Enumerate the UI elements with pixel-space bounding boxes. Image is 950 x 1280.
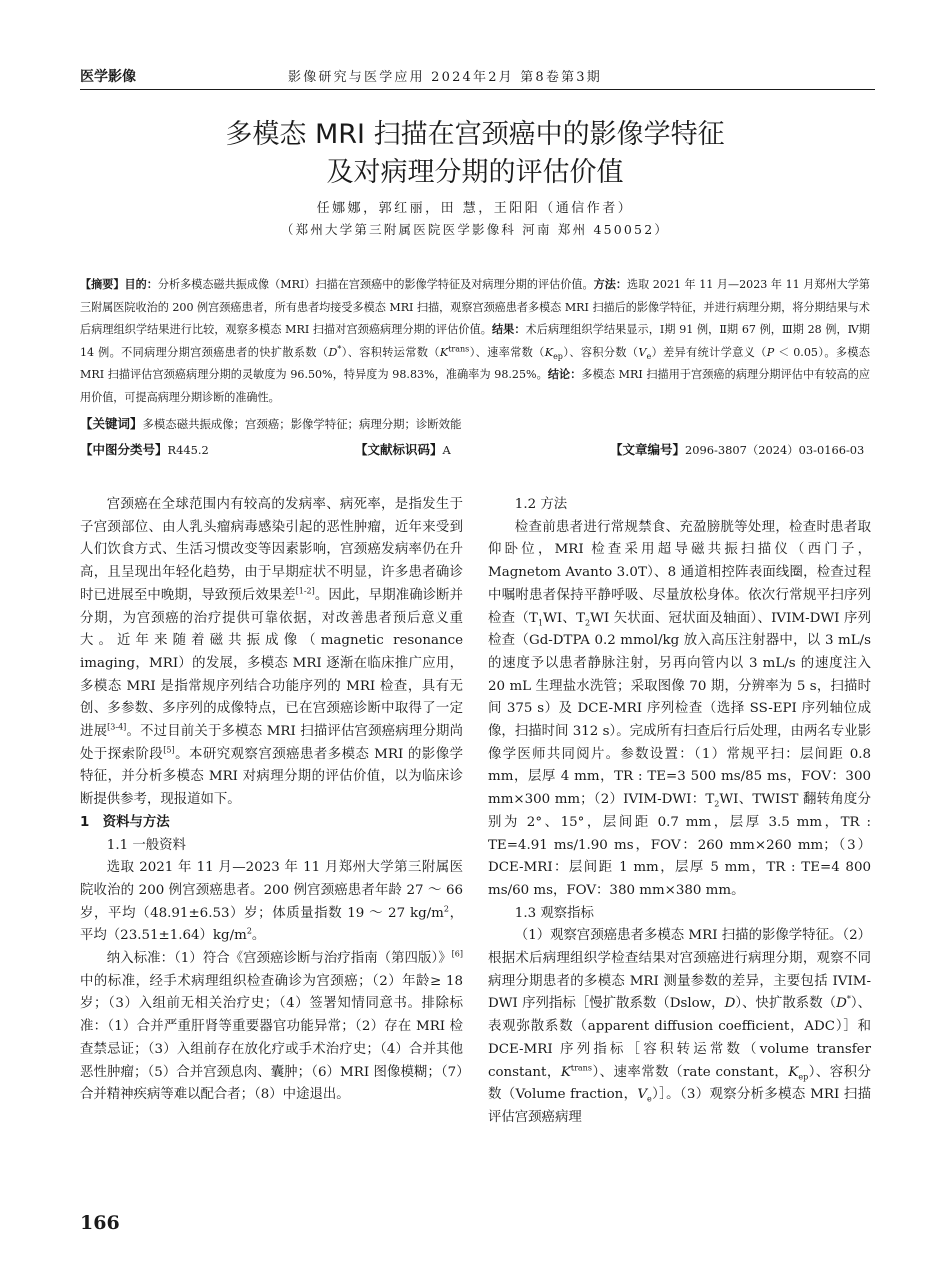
authors: 任娜娜，郭红丽，田 慧，王阳阳（通信作者） — [316, 201, 634, 216]
superscript: * — [846, 995, 851, 1004]
superscript: trans — [570, 1063, 592, 1073]
results-text: ）、容积转运常数（ — [341, 345, 440, 359]
results-text: ）、速率常数（ — [469, 345, 545, 359]
body-text: WI、T — [543, 610, 586, 626]
intro-text: 。因此，早期准确诊断并分期，为宫颈癌的治疗提供可靠依据，对改善患者预后意义重大。近年来随着磁共振成像（magnetic resonance imaging，MRI）的发展，多模态 MRI 逐渐在临床推广应用，多模态 MRI 是指常规序列结合功能序列的 MRI 检查，具有无创、多参数、多序列的成像特点，已在宫颈癌诊断中取得了一定进展 — [80, 587, 464, 740]
body-text: ）、速率常数（rate constant， — [591, 1064, 789, 1080]
superscript: * — [337, 343, 342, 353]
subscript: 2 — [585, 618, 591, 628]
article-title-line1: 多模态 MRI 扫描在宫颈癌中的影像学特征 — [225, 119, 725, 150]
body-text: 选取 2021 年 11 月—2023 年 11 月郑州大学第三附属医院收治的 200 例宫颈癌患者。200 例宫颈癌患者年龄 27 ～ 66 岁，平均（48.91±6.53）岁；体质量指数 19 ～ 27 kg/m — [80, 860, 463, 921]
body-text: （1）观察宫颈癌患者多模态 MRI 扫描的影像学特征。（2）根据术后病理组织学检查结果对宫颈癌进行病理分期，观察不同病理分期患者的多模态 MRI 测量参数的差异，主要包括 IVIM-DWI 序列指标［慢扩散系数（Dslow， — [488, 928, 871, 1012]
symbol-ve: V — [637, 1087, 648, 1103]
symbol-k: K — [439, 345, 449, 359]
symbol-ve: V — [638, 345, 647, 359]
body-text: ）、容积分数（Volume fraction， — [488, 1064, 871, 1103]
body-text: ）］。（3）观察分析多模态 MRI 扫描评估宫颈癌病理 — [488, 1087, 871, 1125]
symbol-p: P — [766, 345, 775, 359]
body-text: 。 — [251, 928, 266, 944]
subscript: ep — [553, 351, 563, 361]
body-text: WI 矢状面、冠状面及轴面）、IVIM-DWI 序列检查（Gd-DTPA 0.2 mmol/kg 放入高压注射器中，以 3 mL/s 的速度予以患者静脉注射，另再向管内以 3 mL/s 的速度注入 20 mL 生理盐水洗管；采取图像 70 期，分辨率为 5 s，扫描时间 375 s）及 DCE-MRI 序列检查（选择 SS-EPI 序列轴位成像，扫描时间 312 s）。完成所有扫查后行后处理，由两名专业影像学医师共同阅片。参数设置：（1）常规平扫：层间距 0.8 mm，层厚 4 mm，TR : TE=3 500 ms/85 ms，FOV：300 mm×300 mm；（2）IVIM-DWI：T — [488, 610, 872, 808]
section-heading: 1 资料与方法 — [80, 814, 170, 830]
intro-text: 宫颈癌在全球范围内有较高的发病率、病死率，是指发生于子宫颈部位、由人乳头瘤病毒感染引起的恶性肿瘤，近年来受到人们饮食方式、生活习惯改变等因素影响，宫颈癌发病率仍在升高，且呈现出年轻化趋势，由于早期症状不明显，许多患者确诊时已进展至中晚期，导致预后效果差 — [80, 497, 463, 603]
abstract-label: 【摘要】 — [80, 278, 125, 291]
clc-number — [80, 440, 209, 458]
body-text: 中的标准，经手术病理组织检查确诊为宫颈癌；（2）年龄≥ 18 岁；（3）入组前无相关治疗史；（4）签署知情同意书。排除标准：（1）合并严重肝肾等重要器官功能异常；（2）存在 MRI 检查禁忌证；（3）入组前存在放化疗或手术治疗史；（4）合并其他恶性肿瘤；（5）合并宫颈息肉、囊肿；（6）MRI 图像模糊；（7）合并精神疾病等难以配合者；（8）中途退出。 — [80, 973, 463, 1103]
symbol-d: D — [724, 996, 736, 1012]
results-text: 术后病理组织学结果显示，Ⅰ期 91 例，Ⅱ期 67 例，Ⅲ期 28 例，Ⅳ期 14 例。不同病理分期宫颈癌患者的快扩散系数（ — [80, 323, 870, 359]
citation[interactable]: [6] — [451, 949, 463, 959]
subsection-heading: 1.3 观察指标 — [514, 905, 594, 921]
intro-text: 。本研究观察宫颈癌患者多模态 MRI 的影像学特征，并分析多模态 MRI 对病理分期的评估价值，以为临床诊断提供参考，现报道如下。 — [80, 746, 463, 808]
journal-header: 影像研究与医学应用 2024年2月 第8卷第3期 — [288, 70, 602, 85]
symbol-k: K — [560, 1064, 571, 1080]
document-code — [355, 440, 451, 458]
results-text: ）、容积分数（ — [562, 345, 639, 359]
purpose-text: 分析多模态磁共振成像（MRI）扫描在宫颈癌中的影像学特征及对病理分期的评估价值。 — [157, 278, 594, 291]
section-label: 医学影像 — [80, 69, 136, 85]
body-text: ，平均（23.51±1.64）kg/m — [80, 905, 463, 944]
results-text: ）差异有统计学意义（ — [651, 345, 767, 359]
affiliation: （郑州大学第三附属医院医学影像科 河南 郑州 450052） — [280, 222, 670, 237]
abstract — [80, 274, 870, 409]
left-column — [80, 494, 463, 1107]
symbol-kep: K — [788, 1064, 799, 1080]
subscript: 2 — [714, 799, 720, 809]
method-paragraph — [488, 517, 871, 903]
doc-label: 【文献标识码】 — [355, 442, 443, 457]
conclusion-label: 结论： — [547, 368, 582, 381]
clc-label: 【中图分类号】 — [80, 442, 168, 457]
keywords — [80, 414, 461, 432]
subsection-heading: 1.2 方法 — [514, 497, 568, 512]
superscript: trans — [448, 343, 470, 353]
subscript: 1 — [537, 618, 544, 628]
symbol-kep: K — [544, 345, 554, 359]
citation[interactable]: [3-4] — [107, 722, 127, 732]
methods-text: 选取 2021 年 11 月—2023 年 11 月郑州大学第三附属医院收治的 200 例宫颈癌患者，所有患者均接受多模态 MRI 扫描，观察宫颈癌患者多模态 MRI 扫描后的影像学特征，并进行病理分期，将分期结果与术后病理组织学结果进行比较，观察多模态 MRI 扫描对宫颈癌病理分期的评估价值。 — [80, 278, 870, 336]
intro-text: 。不过目前关于多模态 MRI 扫描评估宫颈癌病理分期尚处于探索阶段 — [80, 724, 463, 762]
article-title-line2: 及对病理分期的评估价值 — [326, 157, 624, 188]
general-data-paragraph — [80, 857, 463, 948]
results-text: ＜ 0.05）。多模态 MRI 扫描评估宫颈癌病理分期的灵敏度为 96.50%，特异度为 98.83%，准确率为 98.25%。 — [80, 345, 870, 381]
clc-value: R445.2 — [167, 443, 209, 457]
subscript: ep — [798, 1072, 809, 1082]
superscript: 2 — [246, 926, 252, 936]
subscript: e — [647, 1094, 652, 1104]
conclusion-text: 多模态 MRI 扫描用于宫颈癌的病理分期评估中有较高的应用价值，可提高病理分期诊断的准确性。 — [80, 368, 870, 404]
results-label: 结果： — [491, 323, 526, 336]
body-text: WI、TWIST 翻转角度分别为 2°、15°，层间距 0.7 mm，层厚 3.5 mm，TR : TE=4.91 ms/1.90 ms，FOV：260 mm×260 mm；（3）DCE-MRI：层间距 1 mm，层厚 5 mm，TR : TE=4 800 ms/60 ms，FOV：380 mm×380 mm。 — [488, 792, 871, 898]
body-text: ）、快扩散系数（ — [735, 996, 837, 1012]
superscript: 2 — [443, 904, 449, 914]
citation[interactable]: [1-2] — [295, 586, 315, 596]
doc-value: A — [442, 443, 451, 457]
methods-label: 方法： — [593, 278, 627, 291]
subscript: e — [646, 351, 652, 361]
purpose-label: 目的： — [124, 278, 158, 291]
observation-paragraph — [488, 925, 871, 1129]
keywords-label: 【关键词】 — [80, 416, 143, 431]
article-label: 【文章编号】 — [610, 442, 686, 457]
article-number — [610, 440, 864, 458]
intro-paragraph — [80, 494, 463, 812]
article-value: 2096-3807（2024）03-0166-03 — [685, 443, 865, 457]
body-text: 检查前患者进行常规禁食、充盈膀胱等处理，检查时患者取仰卧位，MRI 检查采用超导磁共振扫描仪（西门子，Magnetom Avanto 3.0T）、8 通道相控阵表面线圈，检查过程中嘱咐患者保持平静呼吸、尽量放松身体。依次行常规平扫序列检查（T — [488, 519, 871, 626]
citation[interactable]: [5] — [163, 745, 175, 755]
symbol-d: D — [836, 996, 847, 1012]
right-column — [488, 494, 871, 1130]
body-text: ）、表观弥散系数（apparent diffusion coefficient，ADC）］和 DCE-MRI 序列指标［容积转运常数（volume transfer constant， — [488, 996, 871, 1080]
criteria-paragraph — [80, 948, 463, 1107]
page-number: 166 — [80, 1212, 120, 1234]
header-rule — [80, 89, 875, 90]
subsection-heading: 1.1 一般资料 — [106, 837, 186, 853]
keywords-text: 多模态磁共振成像；宫颈癌；影像学特征；病理分期；诊断效能 — [142, 417, 462, 431]
symbol-d: D — [328, 345, 338, 359]
body-text: 纳入标准：（1）符合《宫颈癌诊断与治疗指南（第四版）》 — [106, 951, 452, 967]
